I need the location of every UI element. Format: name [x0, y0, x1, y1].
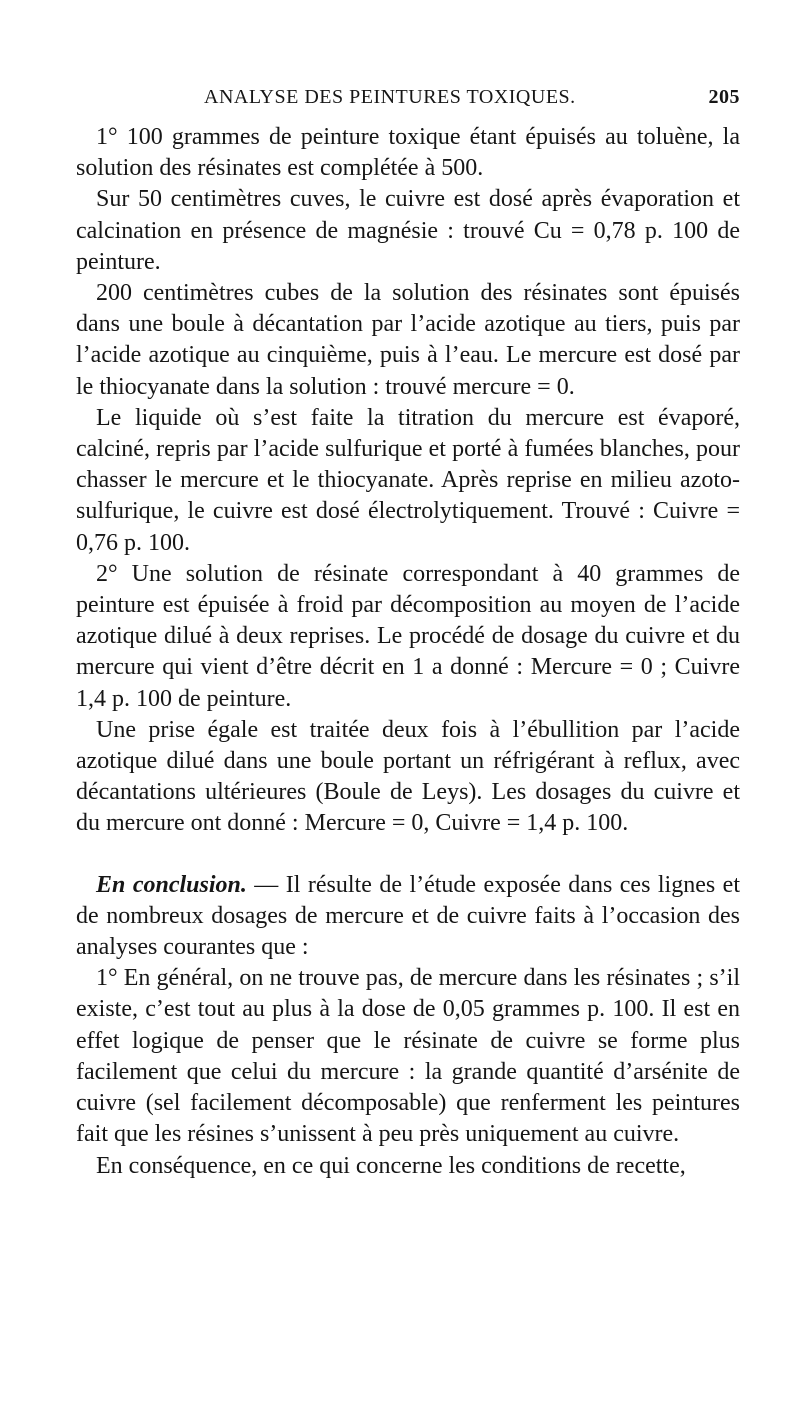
running-title: ANALYSE DES PEINTURES TOXIQUES. — [204, 86, 576, 108]
running-header — [200, 86, 740, 116]
paragraph-2: Sur 50 centimètres cuves, le cuivre est dosé après évaporation et calcination en présence de magnésie : trouvé Cu = 0,78 p. 100 de peinture. — [76, 186, 740, 275]
paragraph-6: Une prise égale est traitée deux fois à l’ébullition par l’acide azotique dilué dans une boule portant un réfrigérant à reflux, avec décantations ultérieures (Boule de Leys). Les dosages du cuivre et du mercure ont donné : Mercure = 0, Cuivre = 1,4 p. 100. — [76, 716, 740, 837]
paragraph-4: Le liquide où s’est faite la titration du mercure est évaporé, calciné, repris par l’acide sulfurique et porté à fumées blanches, pour chasser le mercure et le thiocyanate. Après reprise en milieu azoto-sulfurique, le cuivre est dosé électrolytiquement. Trouvé : Cuivre = 0,76 p. 100. — [76, 404, 740, 556]
conclusion-paragraph — [76, 870, 740, 964]
paragraph-1: 1° 100 grammes de peinture toxique étant épuisés au toluène, la solution des résinates est complétée à 500. — [76, 124, 740, 182]
conclusion-lead: En conclusion. — [96, 871, 247, 898]
conclusion-text: — Il résulte de l’étude exposée dans ces lignes et de nombreux dosages de mercure et de cuivre faits à l’occasion des analyses courantes que : — [76, 871, 740, 961]
paragraph-5: 2° Une solution de résinate correspondant à 40 grammes de peinture est épuisée à froid par décomposition au moyen de l’acide azotique dilué à deux reprises. Le procédé de dosage du cuivre et du mercure qui vient d’être décrit en 1 a donné : Mercure = 0 ; Cuivre 1,4 p. 100 de peinture. — [76, 560, 740, 712]
paragraph-9: En conséquence, en ce qui concerne les conditions de recette, — [96, 1152, 686, 1179]
page-number: 205 — [708, 86, 740, 108]
paragraph-8: 1° En général, on ne trouve pas, de mercure dans les résinates ; s’il existe, c’est tout au plus à la dose de 0,05 grammes p. 100. Il est en effet logique de penser que le résinate de cuivre se forme plus facilement que celui du mercure : la grande quantité d’arsénite de cuivre (sel facilement décomposable) que renferment les peintures fait que les résines s’unissent à peu près uniquement au cuivre. — [76, 965, 740, 1148]
body-text — [76, 122, 740, 1182]
paragraph-3: 200 centimètres cubes de la solution des résinates sont épuisés dans une boule à décantation par l’acide azotique au tiers, puis par l’acide azotique au cinquième, puis à l’eau. Le mercure est dosé par le thiocyanate dans la solution : trouvé mercure = 0. — [76, 280, 740, 400]
